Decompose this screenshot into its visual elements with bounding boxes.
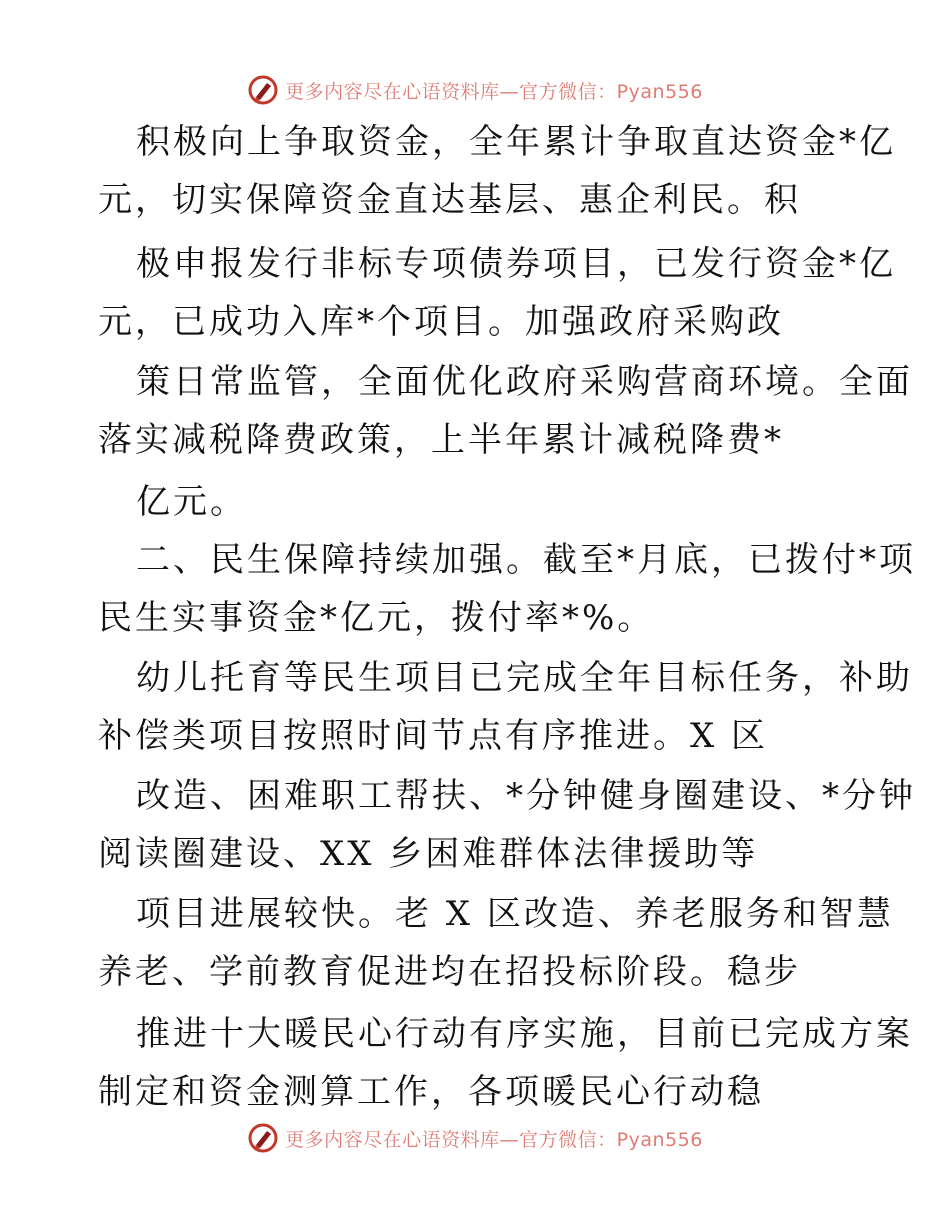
pen-logo-icon xyxy=(247,74,279,106)
text-line: 养老、学前教育促进均在招投标阶段。稳步 xyxy=(98,952,801,992)
text-line: 项目进展较快。老 X 区改造、养老服务和智慧 xyxy=(136,894,894,934)
text-line: 极申报发行非标专项债券项目，已发行资金*亿 xyxy=(136,244,896,284)
text-line: 亿元。 xyxy=(136,482,247,522)
text-line: 落实减税降费政策，上半年累计减税降费* xyxy=(98,420,784,460)
text-line: 改造、困难职工帮扶、*分钟健身圈建设、*分钟 xyxy=(136,776,916,816)
watermark-banner-top xyxy=(0,70,950,110)
text-line: 制定和资金测算工作，各项暖民心行动稳 xyxy=(98,1072,764,1112)
text-line: 元，已成功入库*个项目。加强政府采购政 xyxy=(98,302,784,342)
text-line: 二、民生保障持续加强。截至*月底，已拨付*项 xyxy=(136,540,916,580)
text-line: 民生实事资金*亿元，拨付率*%。 xyxy=(98,598,655,638)
pen-logo-icon xyxy=(247,1122,279,1154)
text-line: 元，切实保障资金直达基层、惠企利民。积 xyxy=(98,180,801,220)
text-line: 阅读圈建设、XX 乡困难群体法律援助等 xyxy=(98,834,759,874)
watermark-text: 更多内容尽在心语资料库—官方微信：Pyan556 xyxy=(285,1128,703,1151)
text-line: 补偿类项目按照时间节点有序推进。X 区 xyxy=(98,716,769,756)
text-line: 积极向上争取资金，全年累计争取直达资金*亿 xyxy=(136,122,896,162)
watermark-text: 更多内容尽在心语资料库—官方微信：Pyan556 xyxy=(285,80,703,103)
text-line: 策日常监管，全面优化政府采购营商环境。全面 xyxy=(136,362,913,402)
watermark-banner-bottom xyxy=(0,1118,950,1158)
text-line: 推进十大暖民心行动有序实施，目前已完成方案 xyxy=(136,1014,913,1054)
text-line: 幼儿托育等民生项目已完成全年目标任务，补助 xyxy=(136,658,913,698)
